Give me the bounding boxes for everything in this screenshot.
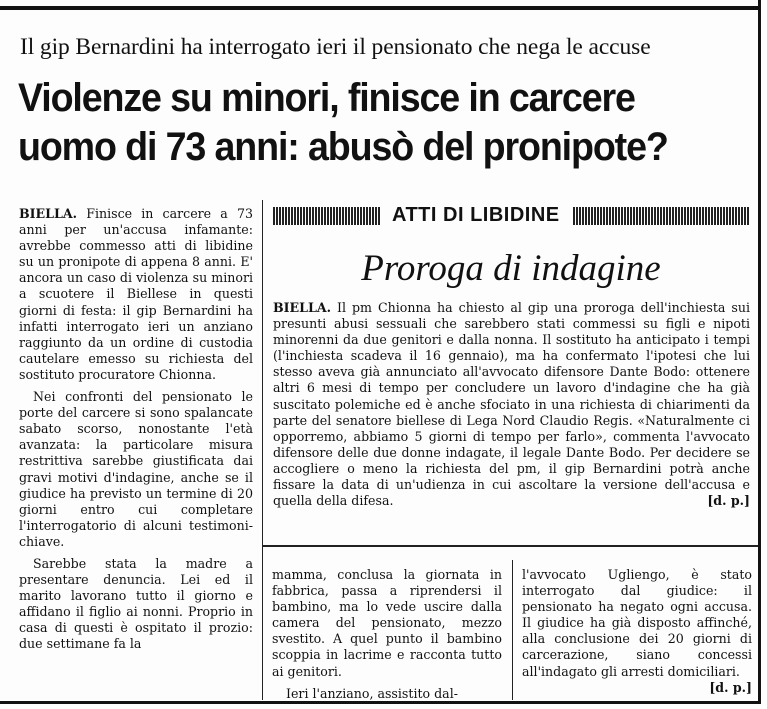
continuation-mid-paragraph: mamma, conclusa la giornata in fabbrica, passa a riprendersi il bambino, ma lo vede uscire dalla camera del pensionato, mezzo svestito. A quel punto il bambino scoppia in lacrime e racconta tutto ai genitori. bbox=[272, 567, 502, 679]
main-signature: [d. p.] bbox=[709, 679, 752, 695]
main-paragraph-1 bbox=[19, 206, 253, 383]
box-bottom-rule bbox=[262, 545, 761, 547]
box-text: Il pm Chionna ha chiesto al gip una proroga dell'inchiesta sui presunti abusi sessuali che sarebbero stati commessi su figli e nipoti minorenni da due genitori e dalla nonna. Il sostituto ha anticipato i tempi (l'inchiesta scadeva il 16 gennaio), ma ha confermato l'ipotesi che lui stesso aveva già annunciato all'avvocato difensore Dante Bodo: ottenere altri 6 mesi di tempo per concludere un lavoro d'indagine che ha già suscitato polemiche ed è anche sfociato in una richiesta di chiarimenti da parte del senatore biellese di Lega Nord Claudio Regis. «Naturalmente ci opporremo, abbiamo 5 giorni di tempo per farlo», commenta l'avvocato difensore delle due donne indagate, il legale Dante Bodo. Per decidere se accogliere o meno la richiesta del pm, il gip Bernardini potrà anche fissare la data di un'udienza in cui ascoltare la versione dell'accusa e quella della difesa. bbox=[273, 300, 750, 509]
main-paragraph-1-text: Finisce in carcere a 73 anni per un'accusa infamante: avrebbe commesso atti di libidine su un pronipote di appena 8 anni. E' ancora un caso di violenza su minori a scuotere il Biellese in questi giorni di festa: il gip Bernardini ha infatti interrogato ieri un anziano raggiunto da un ordine di custodia cautelare emesso su richiesta del sostituto procuratore Chionna. bbox=[19, 206, 253, 382]
continuation-mid-paragraph-2: Ieri l'anziano, assistito dal- bbox=[286, 685, 458, 701]
continuation-right-text: l'avvocato Ugliengo, è stato interrogato dal giudice: il pensionato ha negato ogni accusa. Il giudice ha già disposto affinché, alla conclusione dei 20 giorni di carcerazione, siano concessi all'indagato gli arresti domiciliari. bbox=[522, 567, 752, 679]
continuation-column-right bbox=[522, 567, 752, 696]
column-divider bbox=[262, 200, 263, 700]
box-paragraph bbox=[273, 300, 750, 509]
box-article bbox=[273, 300, 750, 509]
headline bbox=[18, 74, 714, 172]
column-divider-2 bbox=[512, 560, 513, 700]
headline-line-1: Violenze su minori, finisce in carcere bbox=[18, 76, 635, 120]
continuation-column-mid bbox=[272, 567, 502, 702]
box-kicker: ATTI DI LIBIDINE bbox=[380, 204, 572, 227]
main-article-column bbox=[19, 206, 253, 653]
main-dateline: BIELLA. bbox=[19, 206, 78, 221]
continuation-right-paragraph bbox=[522, 567, 752, 695]
top-rule bbox=[0, 6, 761, 10]
main-paragraph-2: Nei confronti del pensionato le porte del carcere si sono spalancate sabato scorso, nonostante l'età avanzata: la particolare misura restrittiva sarebbe giustificata dai gravi motivi d'indagine, anche se il giudice ha previsto un termine di 20 giorni entro cui completare l'interrogatorio di alcuni testimoni-chiave. bbox=[19, 389, 253, 549]
box-title: Proroga di indagine bbox=[361, 248, 661, 289]
overline: Il gip Bernardini ha interrogato ieri il pensionato che nega le accuse bbox=[20, 34, 651, 60]
headline-line-2: uomo di 73 anni: abusò del pronipote? bbox=[18, 125, 668, 169]
main-paragraph-3: Sarebbe stata la madre a presentare denuncia. Lei ed il marito lavorano tutto il giorno e affidano il figlio ai nonni. Proprio in casa di questi è ospitato il prozio: due settimane fa la bbox=[19, 555, 253, 652]
box-dateline: BIELLA. bbox=[273, 300, 332, 315]
box-signature: [d. p.] bbox=[707, 493, 750, 509]
